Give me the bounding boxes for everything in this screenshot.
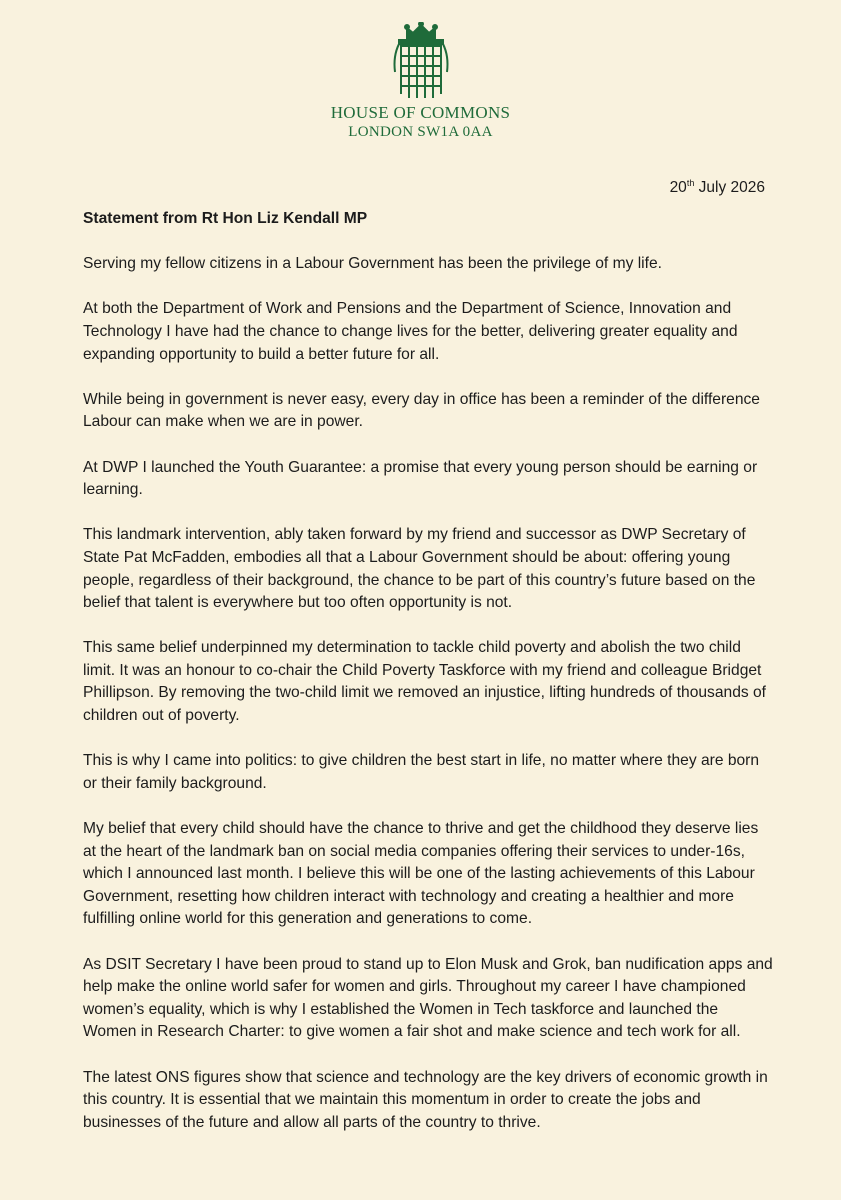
house-title: HOUSE OF COMMONS <box>330 103 511 122</box>
paragraph: This same belief underpinned my determination to tackle child poverty and abolish the two child limit. It was an honour to co-chair the Child Poverty Taskforce with my friend and colleague Bridget Phillipson. By removing the two-child limit we removed an injustice, lifting hundreds of thousands of children out of poverty. <box>83 639 767 725</box>
paragraph: This is why I came into politics: to give children the best start in life, no matter where they are born or their family background. <box>83 752 760 792</box>
portcullis-icon <box>389 22 453 100</box>
letterhead <box>0 22 841 141</box>
statement-body <box>83 208 773 1157</box>
paragraph: At both the Department of Work and Pensions and the Department of Science, Innovation and Technology I have had the chance to change lives for the better, delivering greater equality and expanding opportunity to build a better future for all. <box>83 300 738 363</box>
paragraph: Serving my fellow citizens in a Labour Government has been the privilege of my life. <box>83 255 662 273</box>
paragraph: The latest ONS figures show that science and technology are the key drivers of economic growth in this country. It is essential that we maintain this momentum in order to create the jobs and businesses of the future and allow all parts of the country to thrive. <box>83 1068 768 1131</box>
paragraph: My belief that every child should have the chance to thrive and get the childhood they deserve lies at the heart of the landmark ban on social media companies offering their services to under-16s, which I announced last month. I believe this will be one of the lasting achievements of this Labour Government, resetting how children interact with technology and creating a healthier and more fulfilling online world for this generation and generations to come. <box>83 820 759 928</box>
house-address: LONDON SW1A 0AA <box>348 124 493 140</box>
paragraph: This landmark intervention, ably taken forward by my friend and successor as DWP Secretary of State Pat McFadden, embodies all that a Labour Government should be about: offering young people, regardless of their background, the chance to be part of this country’s future based on the belief that talent is everywhere but too often opportunity is not. <box>83 526 756 612</box>
statement-heading: Statement from Rt Hon Liz Kendall MP <box>83 210 368 227</box>
paragraph: At DWP I launched the Youth Guarantee: a promise that every young person should be earning or learning. <box>83 458 758 499</box>
date-day: 20 <box>669 179 687 196</box>
date-suffix: th <box>686 178 695 188</box>
paragraph: As DSIT Secretary I have been proud to stand up to Elon Musk and Grok, ban nudification apps and help make the online world safer for women and girls. Throughout my career I have championed women’s equality, which is why I established the Women in Tech taskforce and launched the Women in Research Charter: to give women a fair shot and make science and tech work for all. <box>83 955 773 1041</box>
date-rest: July 2026 <box>694 179 765 196</box>
paragraph: While being in government is never easy, every day in office has been a reminder of the difference Labour can make when we are in power. <box>83 390 760 431</box>
letter-date <box>670 178 765 197</box>
